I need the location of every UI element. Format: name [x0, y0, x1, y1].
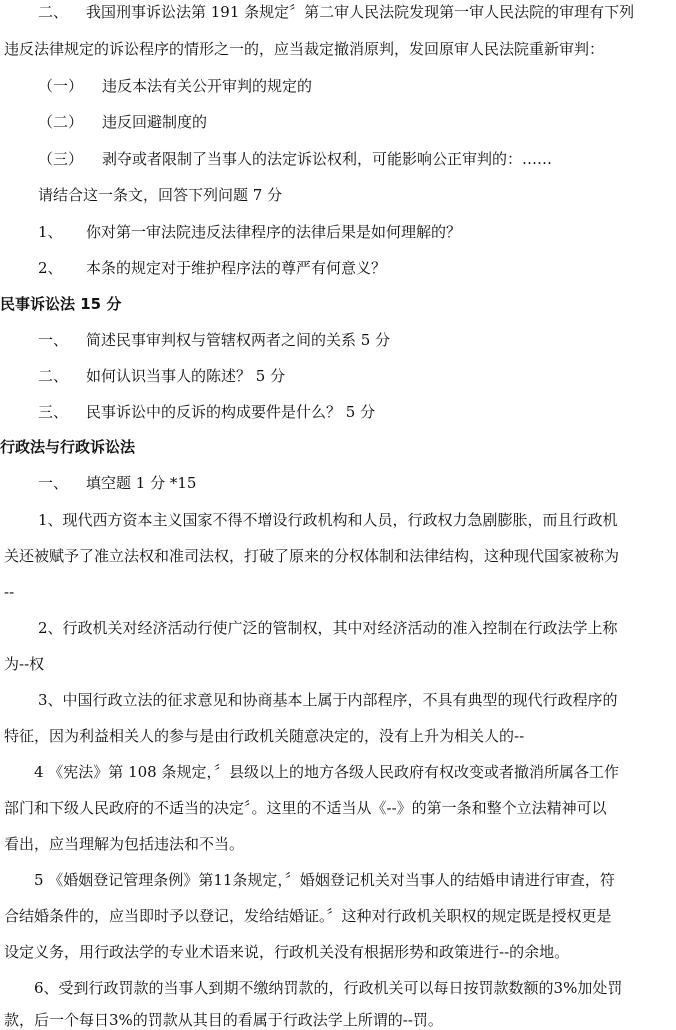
line-text: 1、现代西方资本主义国家不得不增设行政机构和人员，行政权力急剧膨胀，而且行政机 [38, 511, 618, 529]
line-text: 简述民事审判权与管辖权两者之间的关系 5 分 [86, 331, 391, 349]
paragraph-line [0, 258, 676, 278]
line-text: 合结婚条件的，应当即时予以登记，发给结婚证。〞这种对行政机关职权的规定既是授权更是 [4, 907, 612, 925]
item-number: 二、 [38, 367, 69, 385]
item-number: 一、 [38, 331, 69, 349]
item-number: 一、 [38, 474, 69, 492]
paragraph-line [0, 618, 676, 638]
item-number: （三） [38, 150, 84, 168]
line-text: 5 《婚姻登记管理条例》第11条规定，〞婚姻登记机关对当事人的结婚申请进行审查，符 [34, 871, 615, 889]
paragraph-line [0, 222, 676, 242]
line-text: 本条的规定对于维护程序法的尊严有何意义？ [86, 259, 387, 277]
line-text: 民事诉讼中的反诉的构成要件是什么？ 5 分 [86, 403, 376, 421]
paragraph-line [0, 1010, 676, 1030]
line-text: -- [4, 583, 15, 601]
line-text: 违反法律规定的诉讼程序的情形之一的，应当裁定撤消原判，发回原审人民法院重新审判： [4, 40, 605, 58]
line-text: 如何认识当事人的陈述？ 5 分 [86, 367, 286, 385]
line-text: 款，后一个每日3%的罚款从其目的看属于行政法学上所谓的--罚。 [4, 1011, 443, 1029]
paragraph-line [0, 149, 676, 169]
line-text: 关还被赋予了准立法权和准司法权，打破了原来的分权体制和法律结构，这种现代国家被称为 [4, 547, 620, 565]
line-text: 6、受到行政罚款的当事人到期不缴纳罚款的，行政机关可以每日按罚款数额的3%加处罚 [34, 979, 623, 997]
paragraph-line [0, 473, 676, 493]
line-text: 部门和下级人民政府的不适当的决定〞。这里的不适当从《--》的第一条和整个立法精神可以 [4, 799, 607, 817]
paragraph-line [0, 546, 676, 566]
line-text: 你对第一审法院违反法律程序的法律后果是如何理解的？ [86, 223, 462, 241]
paragraph-line [0, 942, 676, 962]
line-text: 我国刑事诉讼法第 191 条规定〞第二审人民法院发现第一审人民法院的审理有下列 [86, 3, 635, 21]
paragraph-line [0, 726, 676, 746]
line-text: 2、行政机关对经济活动行使广泛的管制权，其中对经济活动的准入控制在行政法学上称 [38, 619, 618, 637]
line-text: 设定义务，用行政法学的专业术语来说，行政机关没有根据形势和政策进行--的余地。 [4, 943, 570, 961]
paragraph-line [0, 510, 676, 530]
paragraph-line [0, 366, 676, 386]
line-text: 违反回避制度的 [102, 113, 208, 131]
paragraph-line [0, 582, 676, 602]
line-text: 3、中国行政立法的征求意见和协商基本上属于内部程序，不具有典型的现代行政程序的 [38, 691, 618, 709]
item-number: 1、 [38, 223, 63, 241]
line-text: 看出，应当理解为包括违法和不当。 [4, 835, 245, 853]
item-number: （一） [38, 77, 84, 95]
paragraph-line [0, 402, 676, 422]
paragraph-line [0, 330, 676, 350]
section-heading-administrative-law: 行政法与行政诉讼法 [0, 438, 136, 456]
paragraph-line [0, 870, 676, 890]
line-text: 剥夺或者限制了当事人的法定诉讼权利，可能影响公正审判的：…… [102, 150, 553, 168]
paragraph-line [0, 112, 676, 132]
paragraph-line [0, 185, 676, 205]
paragraph-line [0, 978, 676, 998]
paragraph-line [0, 2, 676, 22]
item-number: （二） [38, 113, 84, 131]
item-number: 三、 [38, 403, 69, 421]
line-text: 填空题 1 分 *15 [86, 474, 197, 492]
item-number: 2、 [38, 259, 63, 277]
line-text: 请结合这一条文，回答下列问题 7 分 [38, 186, 283, 204]
paragraph-line [0, 906, 676, 926]
paragraph-line [0, 39, 676, 59]
line-text: 违反本法有关公开审判的规定的 [102, 77, 313, 95]
paragraph-line [0, 690, 676, 710]
section-heading-civil-procedure: 民事诉讼法 15 分 [0, 295, 122, 313]
line-text: 特征，因为利益相关人的参与是由行政机关随意决定的，没有上升为相关人的-- [4, 727, 525, 745]
line-text: 为--权 [4, 655, 45, 673]
item-number: 二、 [38, 3, 69, 21]
paragraph-line [0, 762, 676, 782]
line-text: 4 《宪法》第 108 条规定，〞县级以上的地方各级人民政府有权改变或者撤消所属各工作 [34, 763, 619, 781]
paragraph-line [0, 798, 676, 818]
paragraph-line [0, 654, 676, 674]
paragraph-line [0, 834, 676, 854]
paragraph-line [0, 76, 676, 96]
